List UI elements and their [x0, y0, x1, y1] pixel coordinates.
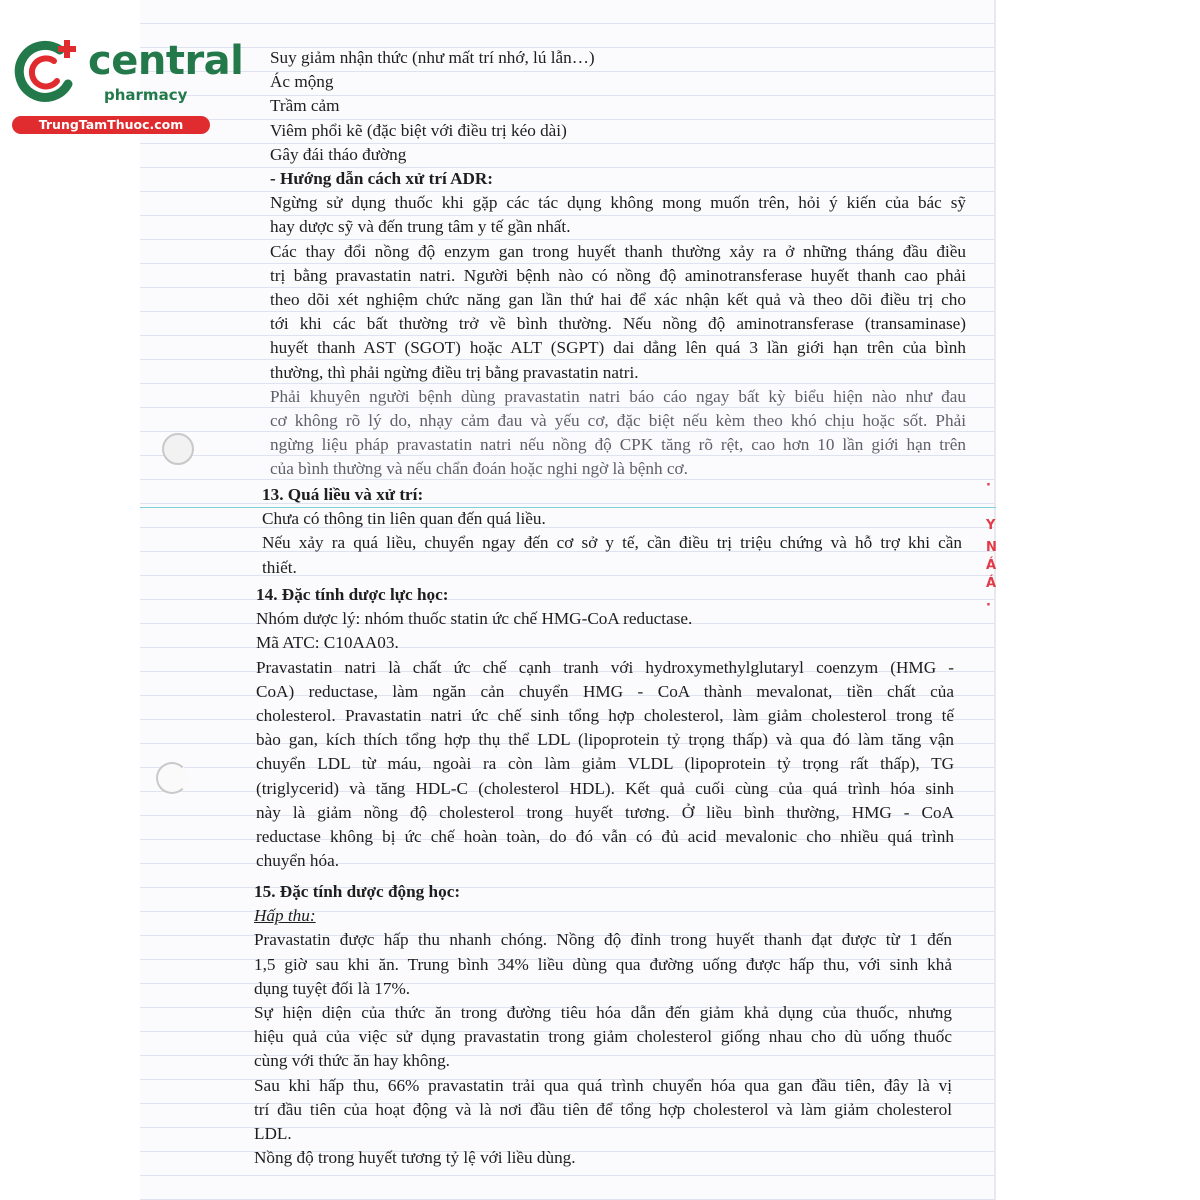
adr-guidance-heading: - Hướng dẫn cách xử trí ADR: — [270, 169, 494, 189]
paragraph-line: theo dõi xét nghiệm chức năng gan lần thứ hai để xác nhận kết quả và theo dõi điều trị cho — [270, 290, 966, 310]
paragraph-line: dụng tuyệt đối là 17%. — [254, 978, 411, 998]
paragraph-line: Phải khuyên người bệnh dùng pravastatin natri báo cáo ngay bất kỳ biểu hiện nào như đau — [270, 386, 966, 406]
paragraph-line: của bình thường và nếu chẩn đoán hoặc nghi ngờ là bệnh cơ. — [270, 459, 688, 479]
paragraph-line: Sau khi hấp thu, 66% pravastatin trải qua quá trình chuyển hóa qua gan đầu tiên, đây là vị — [254, 1075, 952, 1095]
paragraph-line: (triglycerid) và tăng HDL-C (cholesterol HDL). Kết quả cuối cùng của quá trình hóa sinh — [256, 778, 954, 798]
paragraph-line: hay dược sỹ và đến trung tâm y tế gần nhất. — [270, 217, 571, 237]
paragraph-line: Pravastatin natri là chất ức chế cạnh tranh với hydroxymethylglutaryl coenzym (HMG - — [256, 657, 954, 677]
paragraph-line: Nồng độ trong huyết tương tỷ lệ với liều dùng. — [254, 1148, 576, 1168]
logo-website[interactable]: TrungTamThuoc.com — [12, 116, 210, 134]
subheading-absorption: Hấp thu: — [254, 906, 316, 926]
logo-name: central — [88, 38, 244, 84]
section-heading: 14. Đặc tính dược lực học: — [256, 585, 449, 604]
paragraph-line: bào gan, kích thích tổng hợp thụ thể LDL (lipoprotein tỷ trọng thấp) và qua đó làm tăng vận — [256, 730, 954, 750]
section-heading: 13. Quá liều và xử trí: — [262, 485, 424, 504]
paragraph-line: Các thay đổi nồng độ enzym gan trong huyết thanh thường xảy ra ở những tháng đầu điều — [270, 241, 966, 261]
paragraph-line: thiết. — [262, 557, 297, 577]
paragraph-line: CoA) reductase, làm ngăn cản chuyển HMG - CoA thành mevalonat, tiền chất của — [256, 681, 954, 701]
punch-hole — [156, 762, 188, 794]
paragraph-line: cơ không rõ lý do, nhạy cảm đau và yếu cơ, đặc biệt nếu kèm theo khó chịu hoặc sốt. Phải — [270, 411, 966, 431]
adr-item: Gây đái tháo đường — [270, 144, 407, 164]
margin-stamp: · Y N Á Á · — [986, 478, 997, 613]
paragraph-line: trí đầu tiên của hoạt động và là nơi đầu tiên để tổng hợp cholesterol và làm giảm cholesterol — [254, 1099, 952, 1119]
paragraph-line: cùng với thức ăn hay không. — [254, 1051, 450, 1071]
paragraph-line: ngừng liệu pháp pravastatin natri nếu nồng độ CPK tăng rõ rệt, cao hơn 10 lần giới hạn trên — [270, 435, 966, 455]
pharmacokinetics-section — [254, 880, 952, 1170]
paragraph-line: chuyển LDL từ máu, ngoài ra còn làm giảm VLDL (lipoprotein tỷ trọng rất thấp), TG — [256, 754, 954, 774]
paragraph-line: Chưa có thông tin liên quan đến quá liều. — [262, 509, 546, 529]
paragraph-line: huyết thanh AST (SGOT) hoặc ALT (SGPT) dai dẳng lên quá 3 lần giới hạn trên của bình — [270, 338, 966, 358]
adr-item: Suy giảm nhận thức (như mất trí nhớ, lú lẫn…) — [270, 48, 595, 67]
paragraph-line: LDL. — [254, 1124, 292, 1144]
paragraph-line: reductase không bị ức chế hoàn toàn, do đó vẫn có đủ acid mevalonic cho nhiều quá trình — [256, 827, 954, 847]
paragraph-line: trị bằng pravastatin natri. Người bệnh nào có nồng độ aminotransferase huyết thanh cao phải — [270, 265, 966, 285]
paragraph-line: này là giảm nồng độ cholesterol trong huyết tương. Ở liều bình thường, HMG - CoA — [256, 802, 954, 822]
punch-hole — [162, 433, 194, 465]
central-pharmacy-logo[interactable] — [10, 34, 244, 138]
paragraph-line: thường, thì phải ngừng điều trị bằng pravastatin natri. — [270, 362, 639, 382]
logo-subtitle: pharmacy — [104, 86, 188, 104]
adr-item: Trầm cảm — [270, 96, 340, 116]
atc-code: Mã ATC: C10AA03. — [256, 633, 399, 653]
adr-item: Viêm phổi kẽ (đặc biệt với điều trị kéo dài) — [270, 120, 567, 140]
logo-mark-icon — [10, 34, 86, 110]
section-heading: 15. Đặc tính dược động học: — [254, 882, 461, 901]
paragraph-line: chuyển hóa. — [256, 851, 340, 871]
paragraph-line: Nếu xảy ra quá liều, chuyển ngay đến cơ sở y tế, cần điều trị triệu chứng và hỗ trợ khi cần — [262, 533, 962, 553]
pharmacodynamics-section — [256, 583, 954, 873]
adr-item: Ác mộng — [270, 72, 334, 92]
paragraph-line: hiệu quả của việc sử dụng pravastatin trong giảm cholesterol giống nhau cho dù uống thuốc — [254, 1027, 952, 1047]
paragraph-line: 1,5 giờ sau khi ăn. Trung bình 34% liều dùng qua đường uống được hấp thu, với sinh khả — [254, 954, 952, 974]
paragraph-line: Sự hiện diện của thức ăn trong đường tiêu hóa dẫn đến giảm khả dụng của thuốc, nhưng — [254, 1003, 952, 1023]
paragraph-line: Pravastatin được hấp thu nhanh chóng. Nồng độ đỉnh trong huyết thanh đạt được từ 1 đến — [254, 930, 952, 950]
paragraph-line: cholesterol. Pravastatin natri ức chế sinh tổng hợp cholesterol, làm giảm cholesterol trong tế — [256, 706, 954, 726]
paragraph-line: tới khi các bất thường trở về bình thường. Nếu nồng độ aminotransferase (transaminase) — [270, 314, 966, 334]
drug-group: Nhóm dược lý: nhóm thuốc statin ức chế HMG-CoA reductase. — [256, 609, 693, 629]
adr-section — [270, 46, 966, 482]
paragraph-line: Ngừng sử dụng thuốc khi gặp các tác dụng không mong muốn trên, hỏi ý kiến của bác sỹ — [270, 193, 966, 213]
overdose-section — [262, 483, 962, 580]
